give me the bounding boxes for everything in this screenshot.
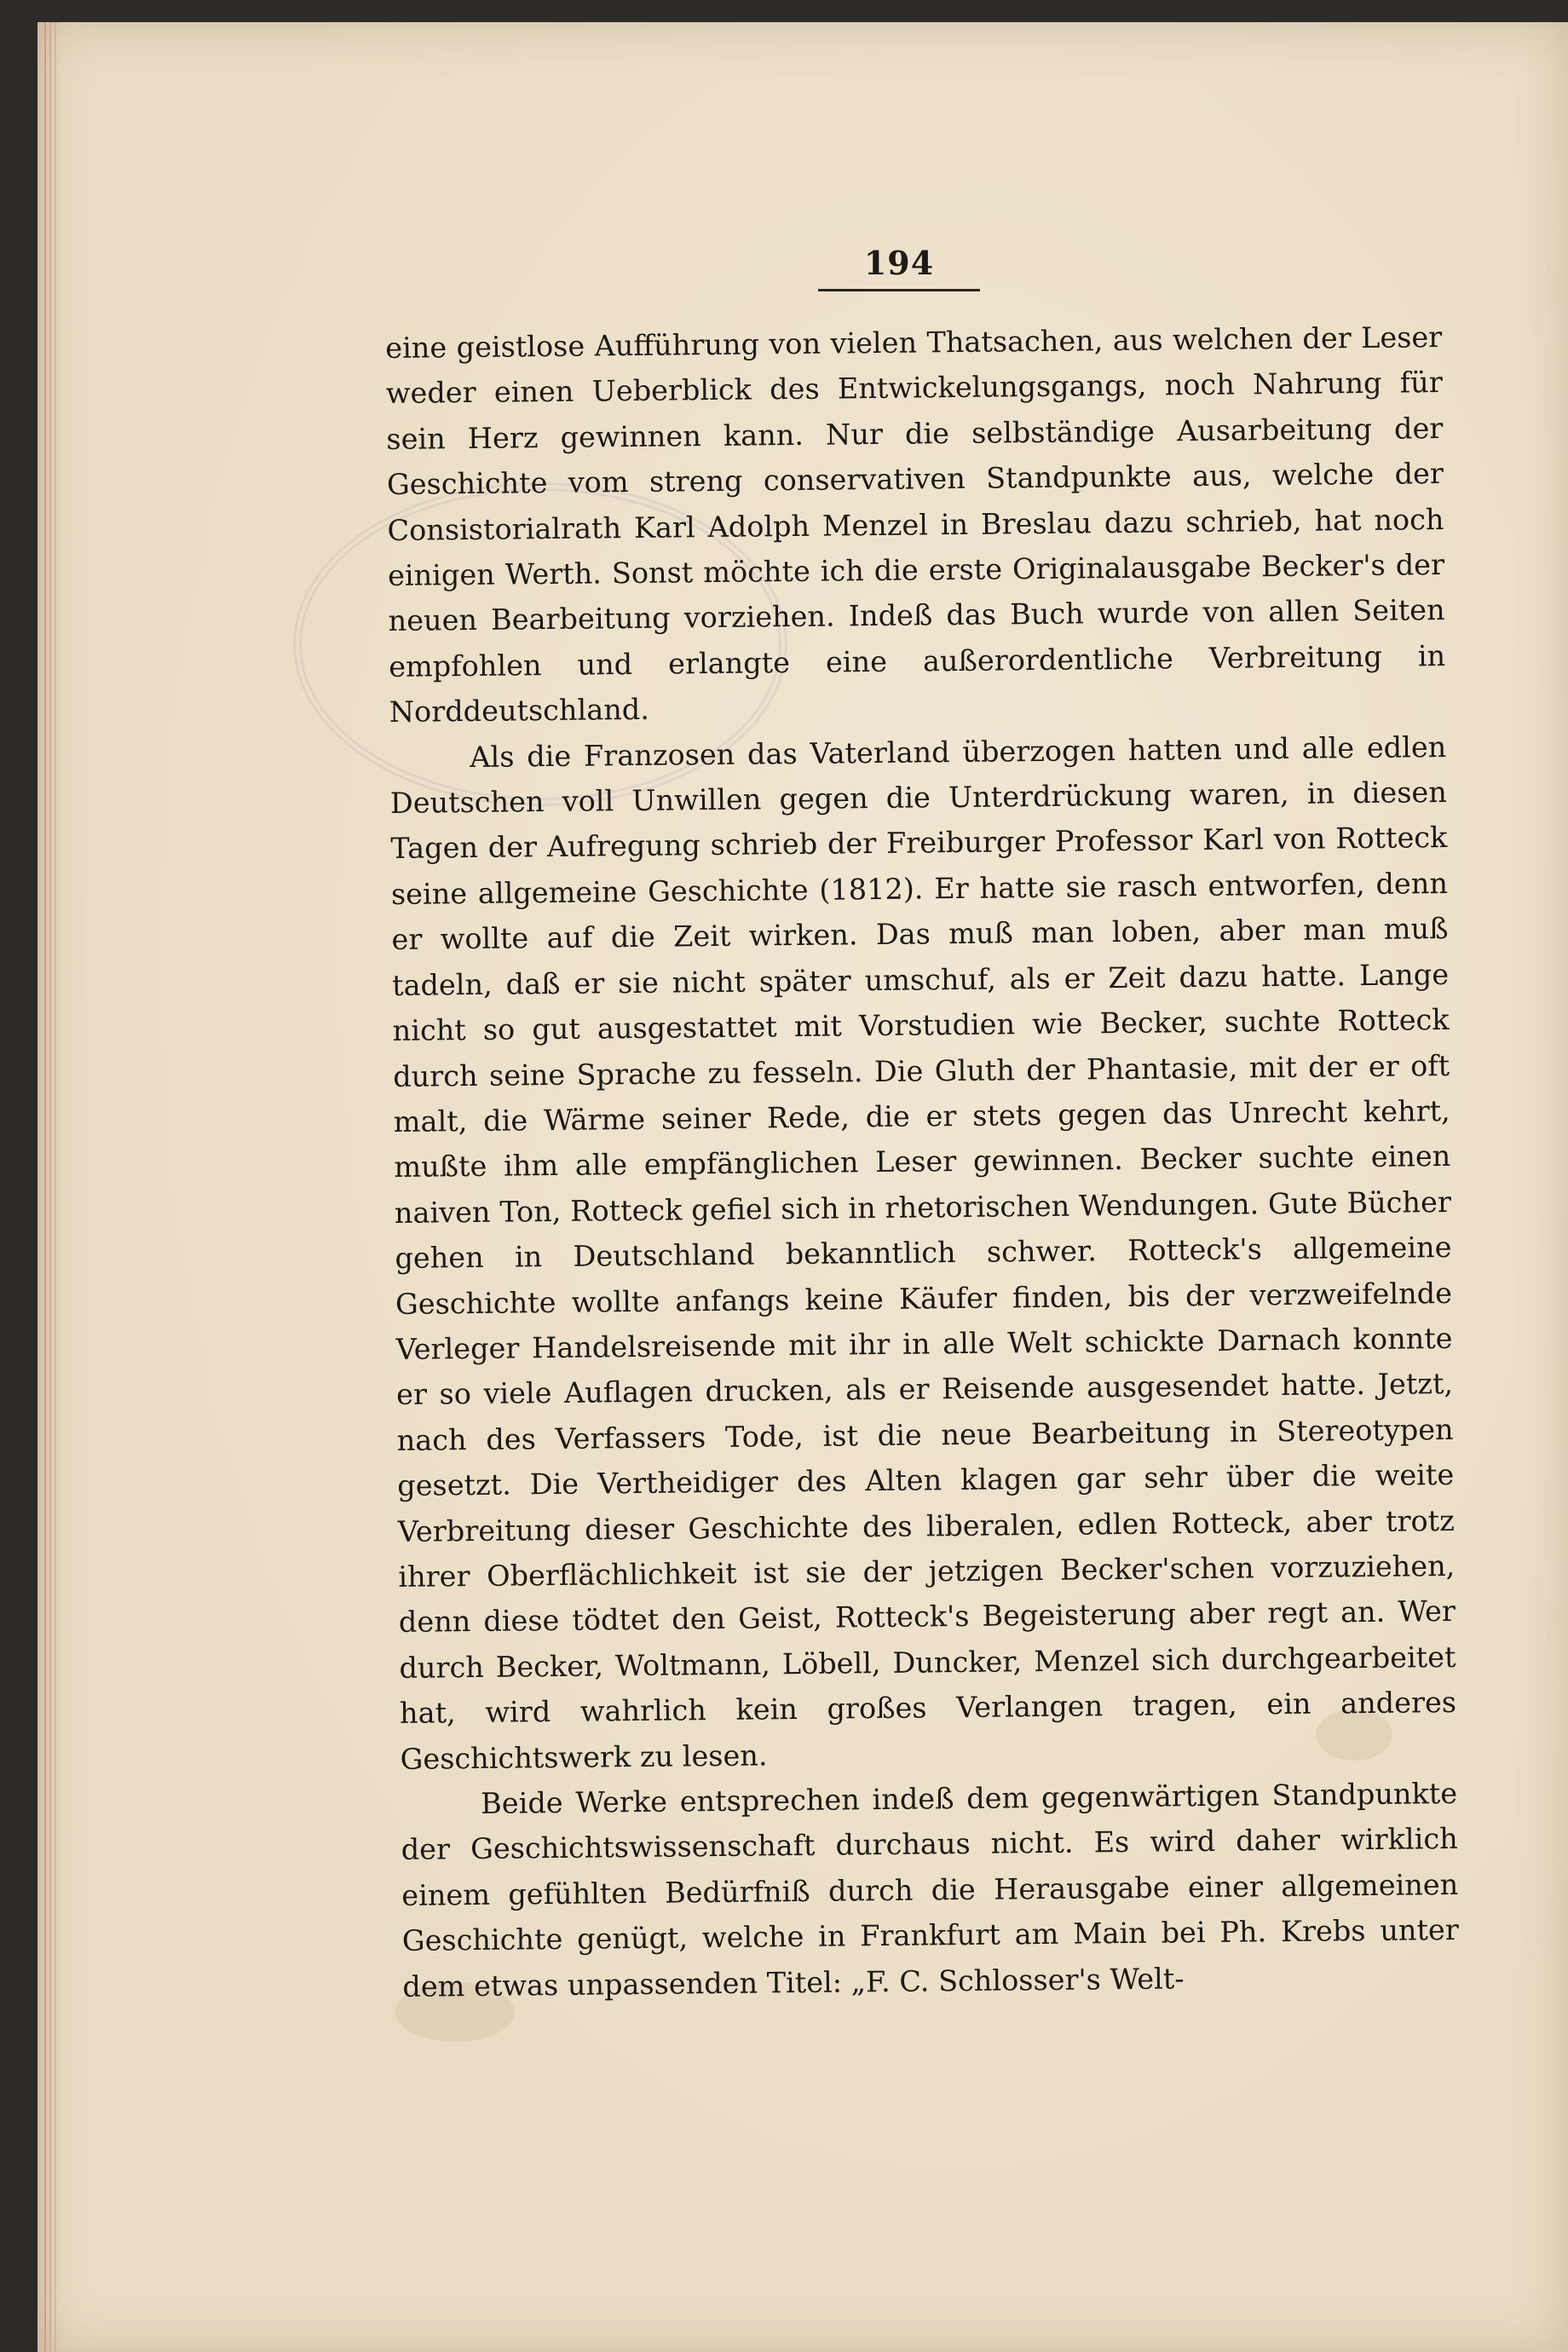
page-edge-line: [44, 22, 46, 2352]
page-edge-line: [55, 22, 56, 2352]
page-number: 194: [863, 244, 935, 282]
paragraph-3: Beide Werke entsprechen indeß dem gegenwärtigen Standpunkte der Geschichtswissenschaft durchaus nicht. Es wird daher wirklich einem gefühlten Bedürfniß durch die Herausgabe einer allgemeinen Geschichte genügt, welche in Frankfurt am Main bei Ph. Krebs unter dem etwas unpassenden Titel: „F. C. Schlosser's Welt-: [401, 1776, 1459, 2003]
page-header: [818, 244, 980, 291]
body-text: [385, 314, 1460, 2009]
paragraph-2: Als die Franzosen das Vaterland überzogen hatten und alle edlen Deutschen voll Unwillen gegen die Unterdrückung waren, in diesen Tagen der Aufregung schrieb der Freiburger Professor Karl von Rotteck seine allgemeine Geschichte (1812). Er hatte sie rasch entworfen, denn er wollte auf die Zeit wirken. Das muß man loben, aber man muß tadeln, daß er sie nicht später umschuf, als er Zeit dazu hatte. Lange nicht so gut ausgestattet mit Vorstudien wie Becker, suchte Rotteck durch seine Sprache zu fesseln. Die Gluth der Phantasie, mit der er oft malt, die Wärme seiner Rede, die er stets gegen das Unrecht kehrt, mußte ihm alle empfänglichen Leser gewinnen. Becker suchte einen naiven Ton, Rotteck gefiel sich in rhetorischen Wendungen. Gute Bücher gehen in Deutschland bekanntlich schwer. Rotteck's allgemeine Geschichte wollte anfangs keine Käufer finden, bis der verzweifelnde Verleger Handelsreisende mit ihr in alle Welt schickte Darnach konnte er so viele Auflagen drucken, als er Reisende ausgesendet hatte. Jetzt, nach des Verfassers Tode, ist die neue Bearbeitung in Stereotypen gesetzt. Die Vertheidiger des Alten klagen gar sehr über die weite Verbreitung dieser Geschichte des liberalen, edlen Rotteck, aber trotz ihrer Oberflächlichkeit ist sie der jetzigen Becker'schen vorzuziehen, denn diese tödtet den Geist, Rotteck's Begeisterung aber regt an. Wer durch Becker, Woltmann, Löbell, Duncker, Menzel sich durchgearbeitet hat, wird wahrlich kein großes Verlangen tragen, ein anderes Geschichtswerk zu lesen.: [389, 729, 1457, 1776]
paragraph-1: eine geistlose Aufführung von vielen Thatsachen, aus welchen der Leser weder einen Ueberblick des Entwickelungsgangs, noch Nahrung für sein Herz gewinnen kann. Nur die selbständige Ausarbeitung der Geschichte vom streng conservativen Standpunkte aus, welche der Consistorialrath Karl Adolph Menzel in Breslau dazu schrieb, hat noch einigen Werth. Sonst möchte ich die erste Originalausgabe Becker's der neuen Bearbeitung vorziehen. Indeß das Buch wurde von allen Seiten empfohlen und erlangte eine außerordentliche Verbreitung in Norddeutschland.: [385, 320, 1446, 729]
header-rule: [818, 289, 980, 291]
page-edge-line: [49, 22, 51, 2352]
